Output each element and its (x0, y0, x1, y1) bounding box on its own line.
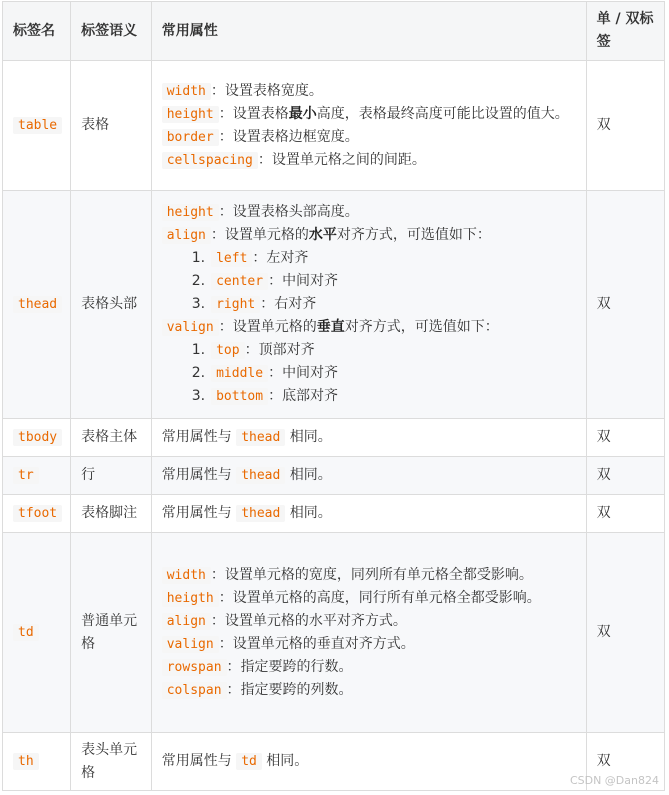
prop-sep: ： (210, 82, 225, 99)
prop-code: valign (162, 319, 219, 336)
prop-line (162, 633, 576, 656)
table-row (3, 191, 665, 419)
pair-cell: 双 (586, 495, 664, 533)
attrs-text: 相同。 (266, 753, 309, 769)
prop-text: 设置单元格的 (224, 227, 309, 243)
prop-text: 对齐方式，可选值如下： (336, 227, 491, 243)
option-code: top (211, 342, 244, 359)
attrs-cell (151, 533, 586, 733)
attrs-code: thead (236, 467, 285, 484)
option-code: right (211, 296, 260, 313)
option-text: 底部对齐 (282, 388, 339, 404)
html-table-reference (2, 1, 665, 791)
attrs-code: thead (236, 429, 285, 446)
pair-cell: 双 (586, 533, 664, 733)
list-item: 1. top ：顶部对齐 (191, 342, 315, 358)
list-number: 2. (191, 365, 206, 381)
semantic-cell: 表头单元格 (71, 733, 152, 791)
prop-text: 设置表格边框宽度。 (232, 128, 359, 145)
table-row (3, 61, 665, 191)
prop-code: width (162, 567, 211, 584)
prop-sep: ： (226, 681, 241, 698)
header-attrs: 常用属性 (151, 2, 586, 61)
tag-code: table (13, 117, 62, 134)
option-text: 顶部对齐 (258, 342, 315, 358)
prop-text: 高度，表格最终高度可能比设置的值大。 (316, 105, 569, 122)
prop-code: width (162, 83, 211, 100)
pair-cell: 双 (586, 733, 664, 791)
prop-sep: ： (210, 227, 225, 243)
prop-sep: ： (218, 589, 233, 606)
semantic-cell: 表格 (71, 61, 152, 191)
list-number: 1. (191, 250, 206, 266)
prop-sep: ： (218, 635, 233, 652)
tag-code: th (13, 753, 39, 770)
prop-text: 设置单元格的水平对齐方式。 (224, 612, 407, 629)
attrs-cell (151, 733, 586, 791)
option-code: left (211, 250, 252, 267)
prop-sep: ： (210, 566, 225, 583)
align-options (192, 247, 576, 316)
option-code: center (211, 273, 268, 290)
prop-sep: ： (218, 319, 233, 335)
prop-line (162, 103, 576, 126)
tag-cell (3, 191, 71, 419)
tag-cell (3, 419, 71, 457)
table-row (3, 419, 665, 457)
prop-sep: ： (257, 151, 272, 168)
prop-bold: 最小 (288, 105, 317, 122)
attrs-text: 相同。 (289, 505, 332, 521)
prop-line (162, 564, 576, 587)
prop-sep: ： (218, 105, 233, 122)
prop-text: 设置单元格的宽度，同列所有单元格全都受影响。 (224, 566, 533, 583)
prop-sep: ： (218, 204, 233, 220)
pair-cell: 双 (586, 191, 664, 419)
attrs-cell (151, 61, 586, 191)
tag-code: tr (13, 467, 39, 484)
prop-code: cellspacing (162, 152, 258, 169)
prop-code: rowspan (162, 659, 227, 676)
tag-cell (3, 61, 71, 191)
pair-cell: 双 (586, 419, 664, 457)
prop-code: height (162, 106, 219, 123)
prop-line (162, 201, 576, 224)
attrs-cell (151, 419, 586, 457)
prop-code: border (162, 129, 219, 146)
prop-line (162, 224, 576, 247)
prop-text: 指定要跨的行数。 (240, 658, 353, 675)
valign-options (192, 339, 576, 408)
table-row (3, 533, 665, 733)
tag-code: td (13, 624, 39, 641)
table-row (3, 457, 665, 495)
header-semantic: 标签语义 (71, 2, 152, 61)
tag-code: tbody (13, 429, 62, 446)
attrs-text: 常用属性与 (161, 753, 232, 769)
prop-line (162, 126, 576, 149)
tag-cell (3, 495, 71, 533)
list-item: 1. left ：左对齐 (191, 250, 309, 266)
attrs-code: thead (236, 505, 285, 522)
prop-text: 设置单元格之间的间距。 (271, 151, 426, 168)
semantic-cell: 表格头部 (71, 191, 152, 419)
tag-cell (3, 533, 71, 733)
prop-sep: ： (226, 658, 241, 675)
list-item: 2. center ：中间对齐 (191, 273, 339, 289)
list-item: 2. middle ：中间对齐 (191, 365, 339, 381)
list-item: 3. bottom ：底部对齐 (191, 388, 339, 404)
prop-sep: ： (218, 128, 233, 145)
attrs-text: 相同。 (289, 429, 332, 445)
list-number: 2. (191, 273, 206, 289)
prop-code: height (162, 204, 219, 221)
option-text: 中间对齐 (282, 365, 339, 381)
prop-text: 设置表格宽度。 (224, 82, 323, 99)
attrs-text: 常用属性与 (161, 467, 232, 483)
prop-code: align (162, 613, 211, 630)
prop-bold: 水平 (308, 227, 337, 243)
prop-line (162, 316, 576, 339)
attrs-text: 相同。 (289, 467, 332, 483)
pair-cell: 双 (586, 457, 664, 495)
header-row (3, 2, 665, 61)
prop-line (162, 656, 576, 679)
prop-code: align (162, 227, 211, 244)
tag-code: thead (13, 296, 62, 313)
table-row (3, 733, 665, 791)
option-text: 中间对齐 (282, 273, 339, 289)
prop-line (162, 587, 576, 610)
attrs-text: 常用属性与 (161, 505, 232, 521)
prop-code: valign (162, 636, 219, 653)
attrs-text: 常用属性与 (161, 429, 232, 445)
attrs-cell (151, 457, 586, 495)
prop-text: 设置单元格的 (232, 319, 317, 335)
prop-sep: ： (210, 612, 225, 629)
prop-text: 指定要跨的列数。 (240, 681, 353, 698)
prop-line (162, 80, 576, 103)
prop-code: heigth (162, 590, 219, 607)
tag-code: tfoot (13, 505, 62, 522)
watermark: CSDN @Dan824 (569, 774, 659, 787)
list-item: 3. right ：右对齐 (191, 296, 317, 312)
prop-line (162, 610, 576, 633)
attrs-cell (151, 495, 586, 533)
prop-bold: 垂直 (316, 319, 345, 335)
pair-cell: 双 (586, 61, 664, 191)
prop-text: 设置表格 (232, 105, 289, 122)
option-code: middle (211, 365, 268, 382)
attrs-cell (151, 191, 586, 419)
header-pair: 单 / 双标签 (586, 2, 664, 61)
semantic-cell: 普通单元格 (71, 533, 152, 733)
prop-text: 设置表格头部高度。 (232, 204, 359, 220)
attrs-code: td (236, 753, 262, 770)
list-number: 3. (191, 388, 206, 404)
prop-text: 设置单元格的垂直对齐方式。 (232, 635, 415, 652)
prop-line (162, 149, 576, 172)
option-text: 左对齐 (266, 250, 309, 266)
list-number: 1. (191, 342, 206, 358)
tag-cell (3, 457, 71, 495)
prop-text: 对齐方式，可选值如下： (344, 319, 499, 335)
prop-code: colspan (162, 682, 227, 699)
table-row (3, 495, 665, 533)
semantic-cell: 行 (71, 457, 152, 495)
list-number: 3. (191, 296, 206, 312)
header-tag-name: 标签名 (3, 2, 71, 61)
semantic-cell: 表格脚注 (71, 495, 152, 533)
tag-cell (3, 733, 71, 791)
prop-line (162, 679, 576, 702)
prop-text: 设置单元格的高度，同行所有单元格全都受影响。 (232, 589, 541, 606)
semantic-cell: 表格主体 (71, 419, 152, 457)
option-text: 右对齐 (274, 296, 317, 312)
option-code: bottom (211, 388, 268, 405)
